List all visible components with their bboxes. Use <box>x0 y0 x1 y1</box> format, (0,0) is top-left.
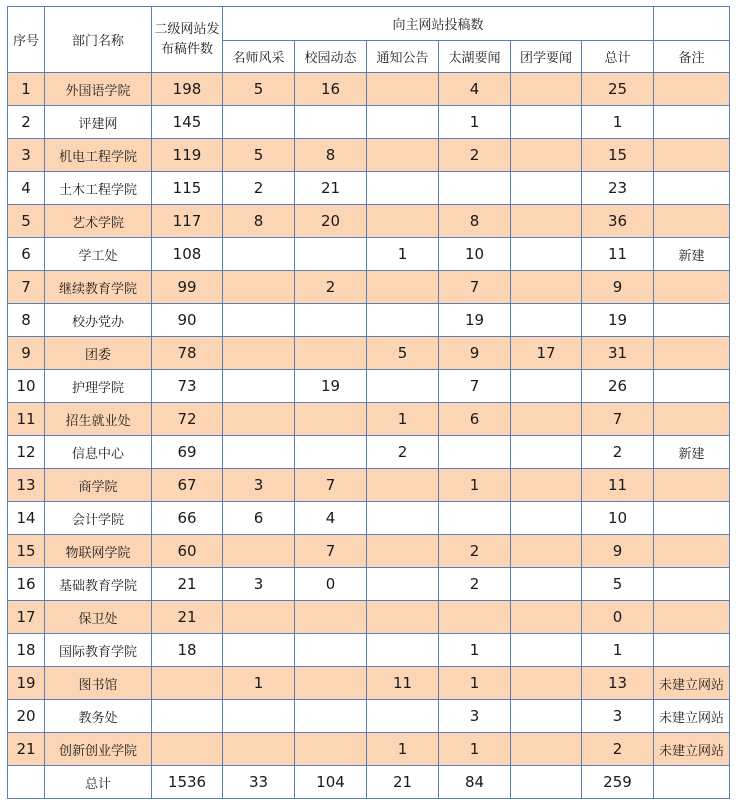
note-cell: 新建 <box>654 238 730 271</box>
table-row <box>8 106 730 139</box>
note-cell <box>654 403 730 436</box>
dept-name-cell: 继续教育学院 <box>45 271 152 304</box>
table-row <box>8 238 730 271</box>
subtotal-cell: 1 <box>582 634 654 667</box>
notices-cell: 2 <box>367 436 439 469</box>
famous-teachers-cell <box>223 436 295 469</box>
dept-name-cell: 招生就业处 <box>45 403 152 436</box>
campus-news-cell: 4 <box>295 502 367 535</box>
row-number-cell: 15 <box>8 535 45 568</box>
row-number-cell: 2 <box>8 106 45 139</box>
famous-teachers-cell <box>223 271 295 304</box>
site-posts-cell: 72 <box>152 403 223 436</box>
league-news-cell <box>511 634 582 667</box>
note-cell <box>654 535 730 568</box>
site-posts-cell: 198 <box>152 73 223 106</box>
note-cell <box>654 139 730 172</box>
row-number-cell: 20 <box>8 700 45 733</box>
campus-news-cell <box>295 337 367 370</box>
site-posts-cell: 119 <box>152 139 223 172</box>
table-row <box>8 568 730 601</box>
note-cell <box>654 172 730 205</box>
subtotal-cell: 31 <box>582 337 654 370</box>
subtotal-cell: 0 <box>582 601 654 634</box>
totals-famous-teachers: 33 <box>223 766 295 799</box>
league-news-cell <box>511 370 582 403</box>
taihu-news-cell <box>439 601 511 634</box>
subtotal-cell: 1 <box>582 106 654 139</box>
campus-news-cell <box>295 304 367 337</box>
dept-name-cell: 学工处 <box>45 238 152 271</box>
league-news-cell <box>511 205 582 238</box>
table-row <box>8 370 730 403</box>
header-no: 序号 <box>8 7 45 73</box>
subtotal-cell: 11 <box>582 238 654 271</box>
note-cell <box>654 568 730 601</box>
site-posts-cell: 90 <box>152 304 223 337</box>
famous-teachers-cell <box>223 601 295 634</box>
table-body <box>8 73 730 766</box>
famous-teachers-cell: 3 <box>223 568 295 601</box>
campus-news-cell <box>295 733 367 766</box>
famous-teachers-cell <box>223 370 295 403</box>
taihu-news-cell: 1 <box>439 733 511 766</box>
famous-teachers-cell: 5 <box>223 73 295 106</box>
totals-campus-news: 104 <box>295 766 367 799</box>
site-posts-cell: 21 <box>152 601 223 634</box>
taihu-news-cell: 10 <box>439 238 511 271</box>
table-row <box>8 271 730 304</box>
note-cell: 未建立网站 <box>654 700 730 733</box>
totals-league-news <box>511 766 582 799</box>
taihu-news-cell: 7 <box>439 271 511 304</box>
dept-name-cell: 保卫处 <box>45 601 152 634</box>
subtotal-cell: 7 <box>582 403 654 436</box>
site-posts-cell: 67 <box>152 469 223 502</box>
notices-cell <box>367 139 439 172</box>
famous-teachers-cell <box>223 634 295 667</box>
dept-name-cell: 艺术学院 <box>45 205 152 238</box>
subtotal-cell: 9 <box>582 271 654 304</box>
subtotal-cell: 13 <box>582 667 654 700</box>
header-group-submissions: 向主网站投稿数 <box>223 7 654 41</box>
league-news-cell <box>511 73 582 106</box>
site-posts-cell: 73 <box>152 370 223 403</box>
header-campus-news: 校园动态 <box>295 41 367 73</box>
table-row <box>8 601 730 634</box>
famous-teachers-cell <box>223 337 295 370</box>
totals-label: 总计 <box>45 766 152 799</box>
table-row <box>8 205 730 238</box>
taihu-news-cell: 1 <box>439 469 511 502</box>
notices-cell <box>367 172 439 205</box>
taihu-news-cell: 2 <box>439 139 511 172</box>
site-posts-cell: 78 <box>152 337 223 370</box>
table-row <box>8 535 730 568</box>
league-news-cell: 17 <box>511 337 582 370</box>
campus-news-cell: 20 <box>295 205 367 238</box>
subtotal-cell: 26 <box>582 370 654 403</box>
league-news-cell <box>511 700 582 733</box>
row-number-cell: 11 <box>8 403 45 436</box>
dept-name-cell: 团委 <box>45 337 152 370</box>
dept-name-cell: 外国语学院 <box>45 73 152 106</box>
campus-news-cell: 19 <box>295 370 367 403</box>
famous-teachers-cell <box>223 304 295 337</box>
site-posts-cell: 108 <box>152 238 223 271</box>
row-number-cell: 3 <box>8 139 45 172</box>
totals-row <box>8 766 730 799</box>
league-news-cell <box>511 172 582 205</box>
note-cell <box>654 601 730 634</box>
notices-cell: 1 <box>367 238 439 271</box>
row-number-cell: 18 <box>8 634 45 667</box>
dept-name-cell: 信息中心 <box>45 436 152 469</box>
campus-news-cell: 21 <box>295 172 367 205</box>
campus-news-cell <box>295 634 367 667</box>
dept-name-cell: 校办党办 <box>45 304 152 337</box>
row-number-cell: 5 <box>8 205 45 238</box>
totals-no-cell <box>8 766 45 799</box>
campus-news-cell <box>295 667 367 700</box>
taihu-news-cell: 8 <box>439 205 511 238</box>
campus-news-cell <box>295 436 367 469</box>
campus-news-cell: 8 <box>295 139 367 172</box>
notices-cell <box>367 700 439 733</box>
totals-posts: 1536 <box>152 766 223 799</box>
taihu-news-cell <box>439 502 511 535</box>
note-cell <box>654 469 730 502</box>
header-note-spacer <box>654 7 730 41</box>
row-number-cell: 21 <box>8 733 45 766</box>
table-row <box>8 502 730 535</box>
taihu-news-cell: 3 <box>439 700 511 733</box>
taihu-news-cell: 6 <box>439 403 511 436</box>
site-posts-cell: 99 <box>152 271 223 304</box>
famous-teachers-cell <box>223 700 295 733</box>
note-cell <box>654 634 730 667</box>
table-row <box>8 172 730 205</box>
notices-cell <box>367 535 439 568</box>
site-posts-cell: 145 <box>152 106 223 139</box>
campus-news-cell <box>295 238 367 271</box>
row-number-cell: 13 <box>8 469 45 502</box>
notices-cell <box>367 601 439 634</box>
dept-name-cell: 创新创业学院 <box>45 733 152 766</box>
notices-cell <box>367 568 439 601</box>
campus-news-cell: 16 <box>295 73 367 106</box>
notices-cell <box>367 634 439 667</box>
league-news-cell <box>511 106 582 139</box>
league-news-cell <box>511 304 582 337</box>
notices-cell <box>367 73 439 106</box>
row-number-cell: 10 <box>8 370 45 403</box>
subtotal-cell: 19 <box>582 304 654 337</box>
taihu-news-cell: 1 <box>439 634 511 667</box>
campus-news-cell: 7 <box>295 469 367 502</box>
notices-cell <box>367 106 439 139</box>
dept-name-cell: 护理学院 <box>45 370 152 403</box>
taihu-news-cell: 1 <box>439 667 511 700</box>
note-cell: 未建立网站 <box>654 667 730 700</box>
site-posts-cell: 117 <box>152 205 223 238</box>
note-cell: 新建 <box>654 436 730 469</box>
league-news-cell <box>511 436 582 469</box>
header-famous-teachers: 名师风采 <box>223 41 295 73</box>
taihu-news-cell: 1 <box>439 106 511 139</box>
row-number-cell: 6 <box>8 238 45 271</box>
subtotal-cell: 2 <box>582 733 654 766</box>
header-taihu-news: 太湖要闻 <box>439 41 511 73</box>
table-row <box>8 337 730 370</box>
notices-cell <box>367 469 439 502</box>
row-number-cell: 12 <box>8 436 45 469</box>
notices-cell: 1 <box>367 403 439 436</box>
subtotal-cell: 25 <box>582 73 654 106</box>
site-posts-cell: 66 <box>152 502 223 535</box>
subtotal-cell: 23 <box>582 172 654 205</box>
campus-news-cell <box>295 601 367 634</box>
report-table-wrapper <box>7 6 730 799</box>
note-cell: 未建立网站 <box>654 733 730 766</box>
famous-teachers-cell <box>223 403 295 436</box>
note-cell <box>654 73 730 106</box>
table-row <box>8 304 730 337</box>
header-subtotal: 总计 <box>582 41 654 73</box>
league-news-cell <box>511 238 582 271</box>
notices-cell: 11 <box>367 667 439 700</box>
taihu-news-cell: 9 <box>439 337 511 370</box>
row-number-cell: 9 <box>8 337 45 370</box>
famous-teachers-cell: 8 <box>223 205 295 238</box>
famous-teachers-cell: 2 <box>223 172 295 205</box>
league-news-cell <box>511 733 582 766</box>
subtotal-cell: 3 <box>582 700 654 733</box>
site-posts-cell: 69 <box>152 436 223 469</box>
table-row <box>8 403 730 436</box>
row-number-cell: 19 <box>8 667 45 700</box>
row-number-cell: 17 <box>8 601 45 634</box>
note-cell <box>654 271 730 304</box>
taihu-news-cell: 7 <box>439 370 511 403</box>
header-row-top <box>8 7 730 41</box>
league-news-cell <box>511 469 582 502</box>
table-row <box>8 634 730 667</box>
campus-news-cell <box>295 106 367 139</box>
dept-name-cell: 图书馆 <box>45 667 152 700</box>
site-posts-cell: 21 <box>152 568 223 601</box>
taihu-news-cell <box>439 172 511 205</box>
totals-note <box>654 766 730 799</box>
subtotal-cell: 5 <box>582 568 654 601</box>
famous-teachers-cell <box>223 535 295 568</box>
header-notices: 通知公告 <box>367 41 439 73</box>
table-row <box>8 469 730 502</box>
campus-news-cell <box>295 700 367 733</box>
note-cell <box>654 502 730 535</box>
dept-name-cell: 教务处 <box>45 700 152 733</box>
league-news-cell <box>511 535 582 568</box>
table-row <box>8 73 730 106</box>
taihu-news-cell <box>439 436 511 469</box>
table-row <box>8 436 730 469</box>
subtotal-cell: 9 <box>582 535 654 568</box>
row-number-cell: 16 <box>8 568 45 601</box>
dept-name-cell: 基础教育学院 <box>45 568 152 601</box>
league-news-cell <box>511 568 582 601</box>
notices-cell <box>367 205 439 238</box>
site-posts-cell <box>152 700 223 733</box>
note-cell <box>654 106 730 139</box>
totals-taihu-news: 84 <box>439 766 511 799</box>
dept-name-cell: 土木工程学院 <box>45 172 152 205</box>
header-posts: 二级网站发布稿件数 <box>152 7 223 73</box>
dept-name-cell: 物联网学院 <box>45 535 152 568</box>
site-posts-cell: 115 <box>152 172 223 205</box>
row-number-cell: 1 <box>8 73 45 106</box>
notices-cell <box>367 370 439 403</box>
row-number-cell: 4 <box>8 172 45 205</box>
table-row <box>8 139 730 172</box>
note-cell <box>654 205 730 238</box>
famous-teachers-cell: 1 <box>223 667 295 700</box>
dept-name-cell: 商学院 <box>45 469 152 502</box>
dept-name-cell: 评建网 <box>45 106 152 139</box>
header-league-news: 团学要闻 <box>511 41 582 73</box>
famous-teachers-cell <box>223 238 295 271</box>
campus-news-cell: 2 <box>295 271 367 304</box>
league-news-cell <box>511 502 582 535</box>
taihu-news-cell: 19 <box>439 304 511 337</box>
campus-news-cell: 7 <box>295 535 367 568</box>
totals-subtotal: 259 <box>582 766 654 799</box>
note-cell <box>654 337 730 370</box>
league-news-cell <box>511 601 582 634</box>
site-posts-cell: 18 <box>152 634 223 667</box>
famous-teachers-cell <box>223 106 295 139</box>
famous-teachers-cell: 5 <box>223 139 295 172</box>
league-news-cell <box>511 667 582 700</box>
header-note: 备注 <box>654 41 730 73</box>
row-number-cell: 8 <box>8 304 45 337</box>
campus-news-cell <box>295 403 367 436</box>
row-number-cell: 14 <box>8 502 45 535</box>
famous-teachers-cell: 6 <box>223 502 295 535</box>
dept-name-cell: 国际教育学院 <box>45 634 152 667</box>
totals-notices: 21 <box>367 766 439 799</box>
subtotal-cell: 36 <box>582 205 654 238</box>
dept-name-cell: 机电工程学院 <box>45 139 152 172</box>
campus-news-cell: 0 <box>295 568 367 601</box>
famous-teachers-cell <box>223 733 295 766</box>
site-posts-cell <box>152 733 223 766</box>
site-posts-cell <box>152 667 223 700</box>
notices-cell <box>367 502 439 535</box>
notices-cell: 5 <box>367 337 439 370</box>
note-cell <box>654 370 730 403</box>
table-row <box>8 667 730 700</box>
league-news-cell <box>511 403 582 436</box>
notices-cell <box>367 271 439 304</box>
dept-name-cell: 会计学院 <box>45 502 152 535</box>
subtotal-cell: 11 <box>582 469 654 502</box>
table-row <box>8 733 730 766</box>
table-row <box>8 700 730 733</box>
subtotal-cell: 2 <box>582 436 654 469</box>
header-dept: 部门名称 <box>45 7 152 73</box>
row-number-cell: 7 <box>8 271 45 304</box>
submission-stats-table <box>7 6 730 799</box>
notices-cell <box>367 304 439 337</box>
league-news-cell <box>511 271 582 304</box>
subtotal-cell: 10 <box>582 502 654 535</box>
taihu-news-cell: 2 <box>439 535 511 568</box>
league-news-cell <box>511 139 582 172</box>
notices-cell: 1 <box>367 733 439 766</box>
taihu-news-cell: 2 <box>439 568 511 601</box>
site-posts-cell: 60 <box>152 535 223 568</box>
famous-teachers-cell: 3 <box>223 469 295 502</box>
subtotal-cell: 15 <box>582 139 654 172</box>
taihu-news-cell: 4 <box>439 73 511 106</box>
note-cell <box>654 304 730 337</box>
